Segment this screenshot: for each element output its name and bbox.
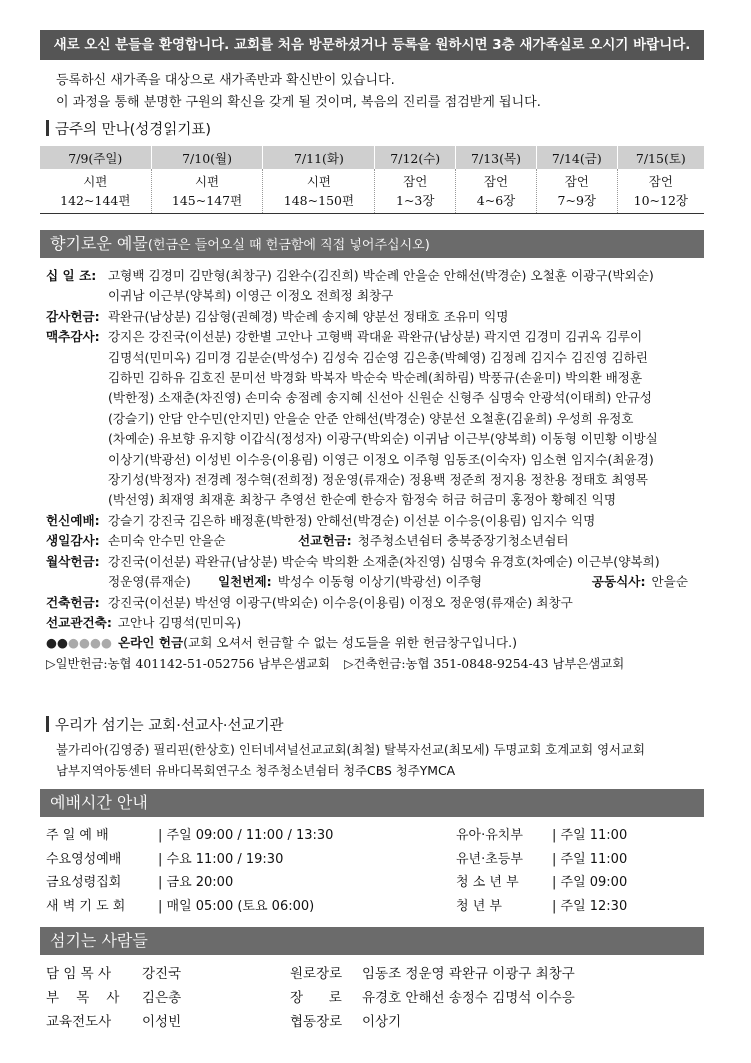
- worship-name: 금요성령집회: [46, 875, 122, 890]
- dedicate-names: 강슬기 강진국 김은하 배정훈(박한정) 안해선(박경순) 이선분 이수응(이용림) 임지수 익명: [108, 512, 596, 528]
- meal-label: 공동식사:: [591, 574, 646, 590]
- section-bar-icon: [46, 120, 49, 136]
- worship-time: 주일 11:00: [560, 851, 628, 867]
- tithe-names: 이귀남 이근부(양복희) 이영근 이정오 전희정 최창구: [108, 288, 394, 304]
- reading-cell: [263, 169, 375, 214]
- welcome-banner: 새로 오신 분들을 환영합니다. 교회를 처음 방문하셨거나 등록을 원하시면 3층 새가족실로 오시기 바랍니다.: [40, 30, 704, 60]
- build-row: [46, 593, 706, 613]
- worship-row: 주 일 예 배 | 주일 09:00 / 11:00 / 13:30: [46, 824, 446, 848]
- worship-name: 수요영성예배: [46, 851, 122, 867]
- reading-book: 잠언: [564, 174, 589, 189]
- reading-cell: [375, 169, 456, 214]
- build-account: ▷건축헌금:농협 351-0848-9254-43 남부은샘교회: [343, 655, 625, 671]
- reading-title: [46, 120, 211, 140]
- worship-left-col: [46, 824, 446, 918]
- worship-right-col: [456, 824, 716, 918]
- staff-name: 이상기: [362, 1014, 402, 1030]
- online-label: 온라인 헌금: [117, 635, 184, 651]
- meal-names: 안을순: [651, 574, 688, 590]
- reading-range: 1~3장: [396, 193, 435, 208]
- online-note: (교회 오셔서 헌금할 수 없는 성도들을 위한 헌금창구입니다.): [183, 635, 517, 651]
- daily-names: 박성수 이동형 이상기(박광선) 이주형: [277, 574, 483, 590]
- reading-cell: [456, 169, 537, 214]
- mission-build-row: [46, 613, 706, 633]
- reading-book: 시편: [306, 174, 331, 189]
- serving-title: [46, 716, 284, 736]
- birthday-label: 생일감사:: [46, 533, 100, 549]
- worship-time: 매일 05:00 (토요 06:00): [166, 898, 315, 914]
- offering-note: (헌금은 들어오실 때 헌금함에 직접 넣어주십시오): [147, 238, 430, 253]
- thanks-row: [46, 307, 706, 327]
- thanks-names: 곽완규(남상분) 김삼형(권혜경) 박순례 송지혜 양분선 정태호 조유미 익명: [108, 308, 509, 324]
- worship-name: 유아·유치부: [456, 828, 523, 843]
- offering-header: [40, 230, 704, 258]
- worship-row: 새 벽 기 도 회 | 매일 05:00 (토요 06:00): [46, 895, 446, 919]
- reading-cell: [536, 169, 617, 214]
- reading-cell: [40, 169, 151, 214]
- worship-title: 예배시간 안내: [50, 793, 148, 812]
- staff-role: 담 임 목 사: [46, 966, 112, 982]
- monthly-row: [46, 552, 706, 593]
- staff-name: 유경호 안해선 송정수 김명석 이수응: [362, 990, 575, 1006]
- reading-book: 잠언: [403, 174, 428, 189]
- staff-title: 섬기는 사람들: [50, 931, 148, 950]
- reading-date: 7/15(토): [617, 146, 704, 169]
- mission-names: 청주청소년쉼터 충북중장기청소년쉼터: [357, 533, 569, 549]
- worship-time: 주일 12:30: [560, 898, 628, 914]
- worship-row: 유년·초등부 | 주일 11:00: [456, 848, 716, 872]
- reading-range: 145~147편: [171, 193, 243, 208]
- staff-row: [290, 962, 710, 986]
- staff-row: [46, 1010, 276, 1034]
- worship-name: 청 년 부: [456, 898, 502, 914]
- reading-date: 7/11(화): [263, 146, 375, 169]
- worship-name: 주 일 예 배: [46, 828, 109, 843]
- worship-row: 유아·유치부 | 주일 11:00: [456, 824, 716, 848]
- monthly-second-line: [108, 572, 706, 592]
- dedicate-label: 헌신예배:: [46, 512, 100, 528]
- monthly-label: 월삭헌금:: [46, 553, 100, 569]
- staff-name: 김은총: [142, 990, 182, 1006]
- intro-line: 등록하신 새가족을 대상으로 새가족반과 확신반이 있습니다.: [56, 73, 395, 88]
- worship-time: 수요 11:00 / 19:30: [166, 851, 284, 867]
- reading-header-row: [40, 146, 704, 169]
- tithe-row: [46, 266, 706, 307]
- staff-row: [46, 962, 276, 986]
- worship-name: 청 소 년 부: [456, 875, 519, 890]
- reading-body-row: [40, 169, 704, 214]
- serving-line: 남부지역아동센터 유바디목회연구소 청주청소년쉼터 청주CBS 청주YMCA: [56, 762, 456, 778]
- reading-range: 10~12장: [633, 193, 689, 208]
- worship-time: 주일 11:00: [560, 828, 628, 843]
- wheat-names: 김하민 김하유 김호진 문미선 박경화 박복자 박순숙 박순례(최하림) 박풍규(손윤미) 박의환 배정훈: [108, 370, 643, 386]
- reading-book: 시편: [194, 174, 220, 189]
- reading-cell: [151, 169, 263, 214]
- reading-range: 142~144편: [60, 193, 131, 208]
- wheat-row: [46, 327, 706, 511]
- wheat-names: 김명석(민미옥) 김미경 김분순(박성수) 김성숙 김순영 김은총(박혜영) 김정례 김지수 김진영 김하린: [108, 349, 648, 365]
- monthly-names: 강진국(이선분) 곽완규(남상분) 박순숙 박의환 소재춘(차진영) 심명숙 유경호(차예순) 이근부(양복희): [108, 553, 660, 569]
- tithe-label: 십 일 조:: [46, 268, 97, 283]
- worship-row: 청 년 부 | 주일 12:30: [456, 895, 716, 919]
- wheat-names: (박한정) 소재춘(차진영) 손미숙 송점례 송지혜 신선아 신원순 신형주 심명숙 안광석(이태희) 안규성: [108, 390, 652, 406]
- reading-range: 7~9장: [557, 193, 596, 208]
- worship-header: [40, 789, 704, 817]
- reading-table: [40, 146, 704, 214]
- reading-date: 7/12(수): [375, 146, 456, 169]
- staff-right-col: [290, 962, 710, 1034]
- daily-label: 일천번제:: [218, 574, 272, 590]
- staff-left-col: [46, 962, 276, 1034]
- serving-line: 불가리아(김영중) 필리핀(한상호) 인터네셔널선교교회(최철) 탈북자선교(최모세) 두명교회 호계교회 영서교회: [56, 742, 645, 757]
- wheat-names: 이상기(박광선) 이성빈 이수응(이용림) 이영근 이정오 이주형 임동조(이숙자) 임소현 임지수(최윤경): [108, 451, 654, 467]
- reading-book: 시편: [83, 174, 108, 189]
- mission-build-names: 고안나 김명석(민미옥): [117, 614, 242, 630]
- staff-header: [40, 927, 704, 955]
- staff-role: 교육전도사: [46, 1014, 112, 1030]
- offering-list: [46, 266, 706, 674]
- account-row: [46, 654, 706, 674]
- wheat-names: 장기성(박정자) 전경례 정수혁(전희정) 정운영(류재순) 정용백 정준희 정지용 정찬용 정태호 최영목: [108, 472, 648, 488]
- mission-label: 선교헌금:: [298, 533, 352, 549]
- wheat-names: (강슬기) 안담 안수민(안지민) 안을순 안준 안해선(박경순) 양분선 오철훈(김윤희) 우성희 유정호: [108, 410, 634, 426]
- worship-row: 금요성령집회 | 금요 20:00: [46, 871, 446, 895]
- staff-name: 이성빈: [142, 1014, 182, 1030]
- reading-cell: [617, 169, 704, 214]
- monthly-names: 정운영(류재순): [108, 574, 191, 590]
- staff-name: 강진국: [142, 966, 182, 982]
- birthday-names: 손미숙 안수민 안을순: [108, 533, 226, 549]
- offering-title: 향기로운 예물: [50, 234, 148, 253]
- staff-role: 부 목 사: [46, 990, 120, 1006]
- reading-range: 4~6장: [476, 193, 516, 208]
- dedicate-row: [46, 511, 706, 531]
- wheat-names: (박선영) 최재영 최재훈 최창구 추영선 한순예 한승자 함정숙 허금 허금미 홍정아 황혜진 익명: [108, 492, 616, 508]
- staff-row: [290, 1010, 710, 1034]
- reading-date: 7/10(월): [151, 146, 263, 169]
- worship-time: 주일 09:00: [560, 875, 628, 890]
- tithe-names: 고형백 김경미 김만형(최창구) 김완수(김진희) 박순례 안을순 안해선(박경순) 오철훈 이광구(박외순): [108, 268, 654, 283]
- wheat-names: (차예순) 유보향 유지향 이갑식(정성자) 이광구(박외순) 이귀남 이근부(양복희) 이동형 이민황 이방실: [108, 431, 658, 447]
- worship-name: 새 벽 기 도 회: [46, 898, 126, 914]
- staff-role: 장 로: [290, 990, 342, 1006]
- worship-row: 청 소 년 부 | 주일 09:00: [456, 871, 716, 895]
- reading-book: 잠언: [648, 174, 673, 189]
- intro-text: [56, 70, 541, 114]
- reading-book: 잠언: [483, 174, 509, 189]
- general-account: ▷일반헌금:농협 401142-51-052756 남부은샘교회: [46, 655, 330, 671]
- reading-date: 7/9(주일): [40, 146, 151, 169]
- build-label: 건축헌금:: [46, 594, 100, 610]
- worship-time: 금요 20:00: [166, 875, 234, 890]
- birthday-row: [46, 531, 706, 551]
- wheat-names: 강지은 강진국(이선분) 강한별 고안나 고형백 곽대윤 곽완규(남상분) 곽지연 김경미 김귀옥 김루이: [108, 329, 643, 345]
- reading-date: 7/14(금): [536, 146, 617, 169]
- staff-role: 협동장로: [290, 1014, 343, 1030]
- worship-name: 유년·초등부: [456, 851, 523, 867]
- intro-line: 이 과정을 통해 분명한 구원의 확신을 갖게 될 것이며, 복음의 진리를 점검받게 됩니다.: [56, 95, 541, 110]
- worship-time: 주일 09:00 / 11:00 / 13:30: [166, 828, 334, 843]
- dots-icon: ●●●●●●: [46, 635, 112, 651]
- reading-date: 7/13(목): [456, 146, 537, 169]
- staff-name: 임동조 정운영 곽완규 이광구 최창구: [362, 966, 575, 982]
- mission-build-label: 선교관건축:: [46, 614, 112, 630]
- online-row: [46, 633, 706, 653]
- serving-title-text: 우리가 섬기는 교회·선교사·선교기관: [55, 718, 284, 734]
- reading-title-text: 금주의 만나(성경읽기표): [55, 122, 211, 138]
- serving-list: [56, 740, 645, 781]
- wheat-label: 맥추감사:: [46, 329, 100, 345]
- thanks-label: 감사헌금:: [46, 308, 100, 324]
- reading-range: 148~150편: [283, 193, 355, 208]
- staff-row: [46, 986, 276, 1010]
- staff-row: [290, 986, 710, 1010]
- staff-role: 원로장로: [290, 966, 343, 982]
- section-bar-icon: [46, 716, 49, 732]
- worship-row: 수요영성예배 | 수요 11:00 / 19:30: [46, 848, 446, 872]
- build-names: 강진국(이선분) 박선영 이광구(박외순) 이수응(이용림) 이정오 정운영(류재순) 최창구: [108, 594, 573, 610]
